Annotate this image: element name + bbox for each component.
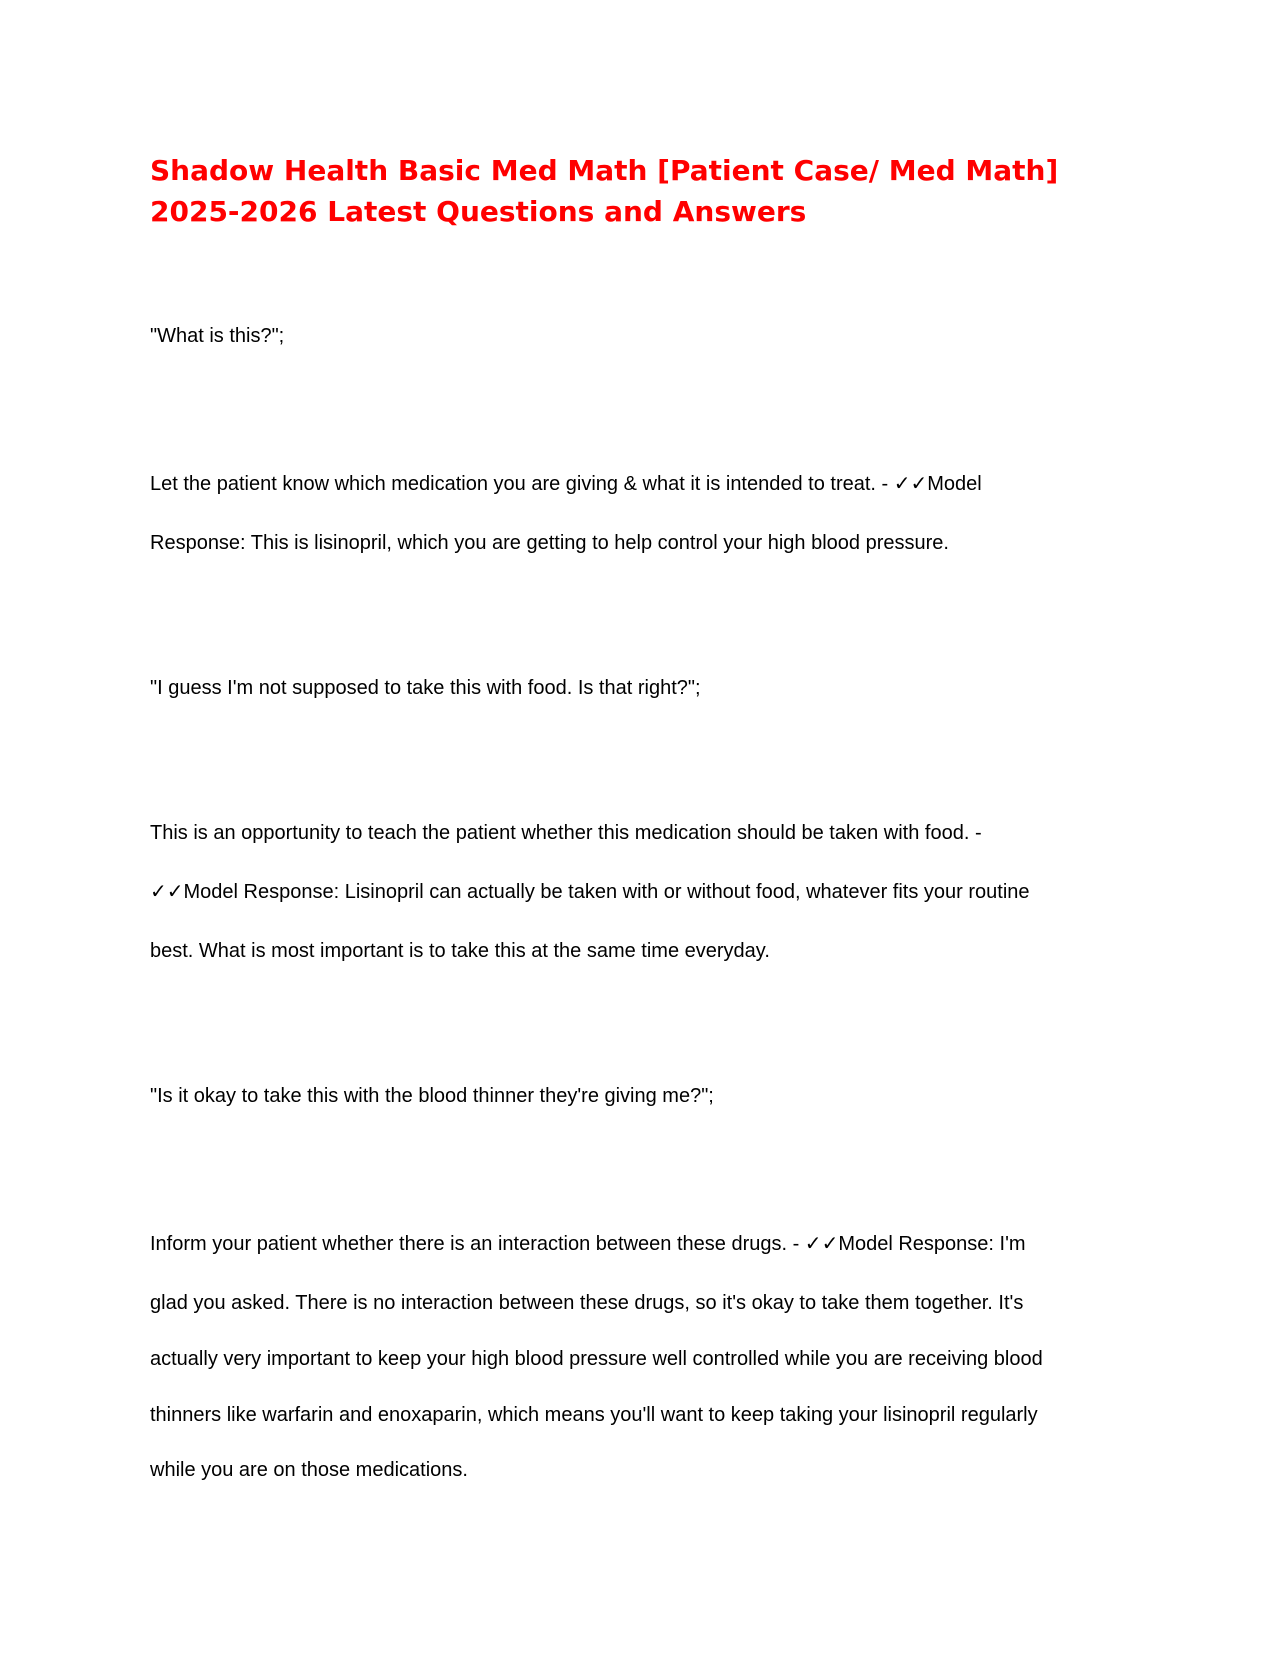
answer-2-line: ✓✓Model Response: Lisinopril can actually be taken with or without food, whatever fits your routine xyxy=(150,881,1030,903)
answer-3-line: thinners like warfarin and enoxaparin, which means you'll want to keep taking your lisinopril regularly xyxy=(150,1404,1038,1426)
answer-1-line: Let the patient know which medication you are giving & what it is intended to treat. - ✓✓Model xyxy=(150,473,982,495)
document-title xyxy=(150,150,1150,232)
answer-3-line: actually very important to keep your high blood pressure well controlled while you are receiving blood xyxy=(150,1348,1043,1370)
question-2: "I guess I'm not supposed to take this with food. Is that right?"; xyxy=(150,677,701,699)
title-line: Shadow Health Basic Med Math [Patient Case/ Med Math] xyxy=(150,154,1059,187)
answer-3-line: while you are on those medications. xyxy=(150,1459,468,1481)
title-line: 2025-2026 Latest Questions and Answers xyxy=(150,195,807,228)
answer-2-line: best. What is most important is to take this at the same time everyday. xyxy=(150,940,770,962)
answer-3-line: Inform your patient whether there is an interaction between these drugs. - ✓✓Model Response: I'm xyxy=(150,1233,1026,1255)
question-1: "What is this?"; xyxy=(150,325,285,347)
answer-1-line: Response: This is lisinopril, which you are getting to help control your high blood pressure. xyxy=(150,532,949,554)
question-3: "Is it okay to take this with the blood thinner they're giving me?"; xyxy=(150,1085,714,1107)
answer-3-line: glad you asked. There is no interaction between these drugs, so it's okay to take them together. It's xyxy=(150,1292,1024,1314)
answer-2-line: This is an opportunity to teach the patient whether this medication should be taken with food. - xyxy=(150,822,982,844)
